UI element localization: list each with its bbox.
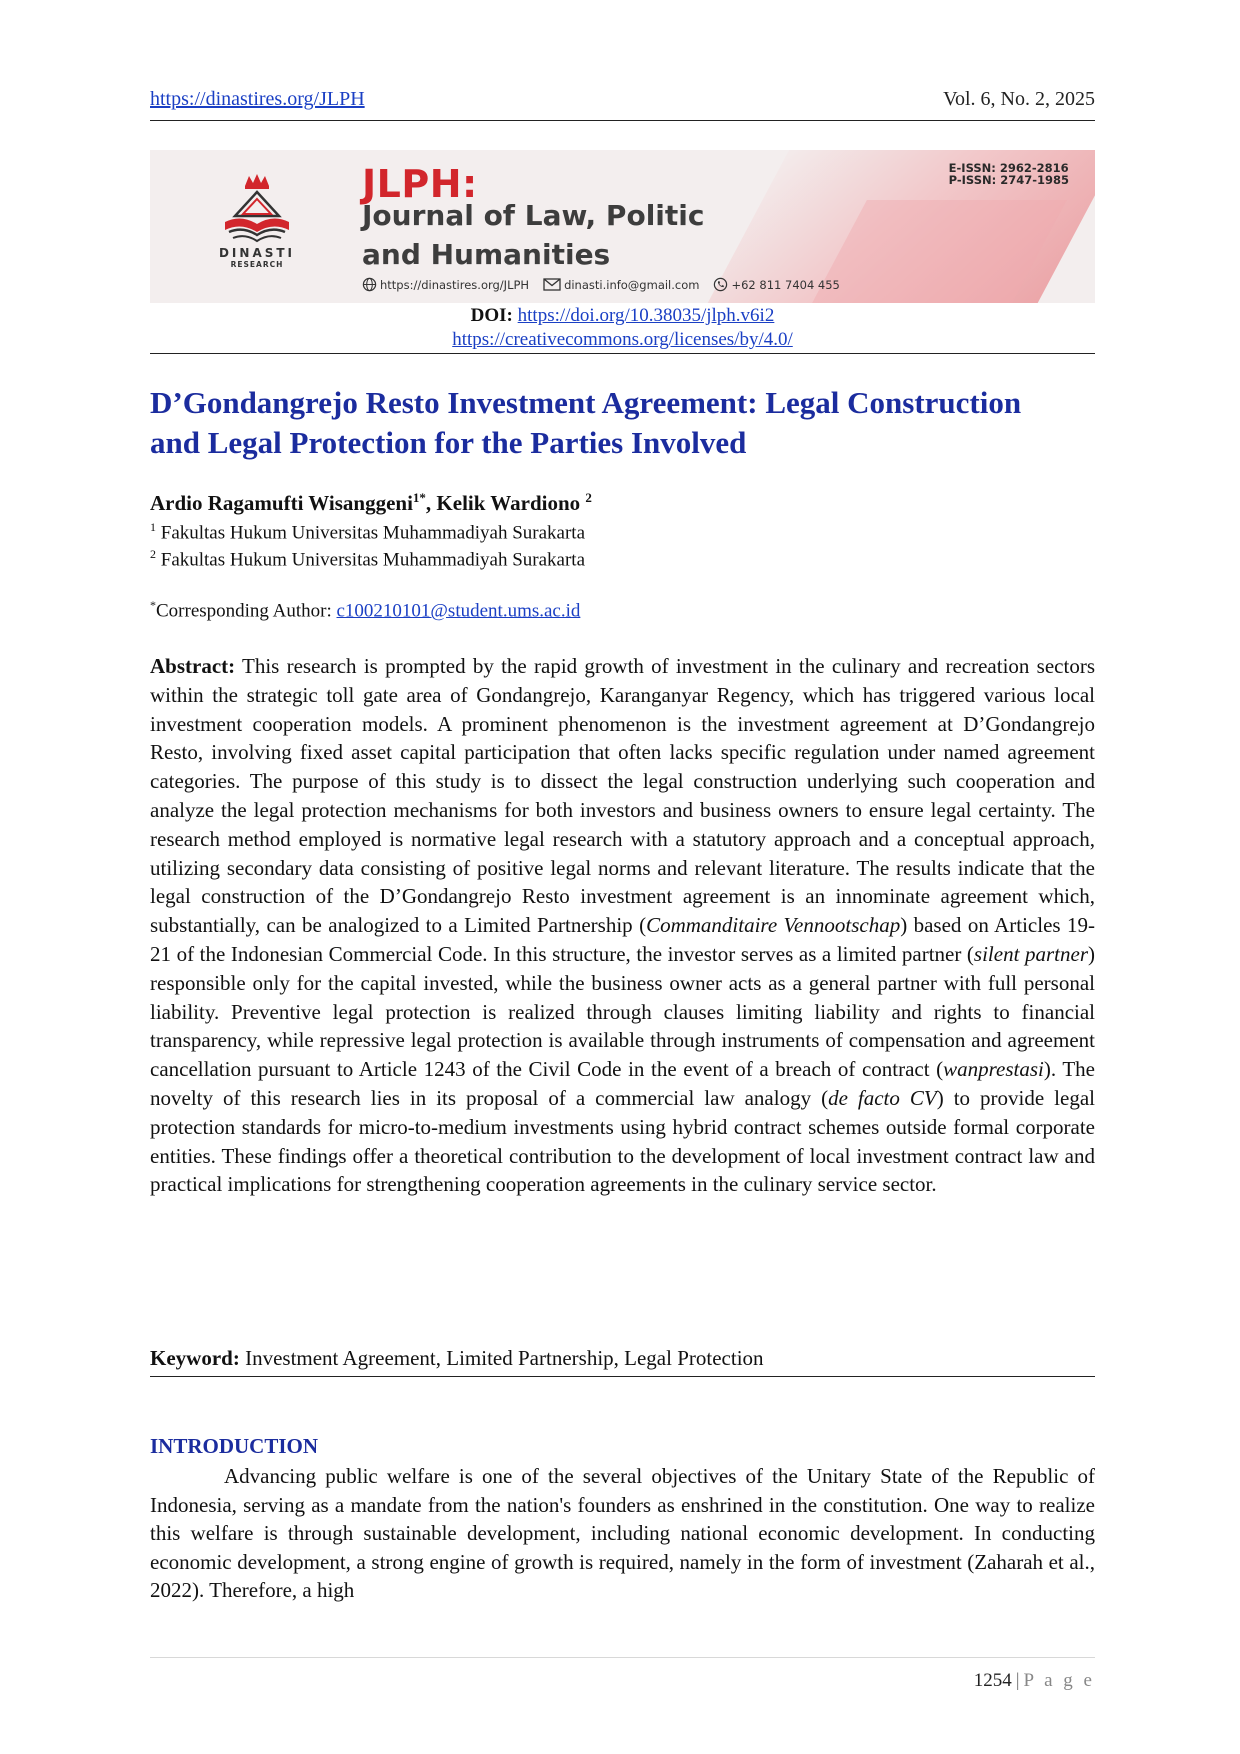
author-name: Ardio Ragamufti Wisanggeni (150, 491, 413, 515)
article-title (150, 383, 1095, 463)
dinasti-logo (202, 172, 312, 269)
phone-icon (713, 277, 728, 292)
mail-icon (543, 278, 561, 291)
abstract-text: ) based on Articles 19-21 of the Indonesian Commercial Code. In this structure, the investor serves as a limited partner ( (150, 913, 1095, 966)
page-number (974, 1670, 1095, 1692)
abstract-label: Abstract: (150, 654, 236, 678)
journal-name-line: Journal of Law, Politic (362, 199, 705, 232)
website-contact (362, 277, 529, 292)
phone-contact (713, 277, 839, 292)
email-contact (543, 278, 699, 292)
doi-link[interactable]: https://doi.org/10.38035/jlph.v6i2 (517, 305, 775, 326)
page-word: P a g e (1023, 1670, 1095, 1691)
affiliation (150, 547, 585, 571)
title-line: D’Gondangrejo Resto Investment Agreement: Legal Construction (150, 385, 1022, 420)
logo-brand: DINASTI (218, 246, 296, 260)
corresponding-marker: * (150, 598, 156, 612)
doi-block (150, 304, 1095, 352)
footer-divider (150, 1657, 1095, 1658)
website-text: https://dinastires.org/JLPH (380, 277, 530, 292)
doi-label: DOI: (470, 305, 513, 326)
author-email-link[interactable]: c100210101@student.ums.ac.id (336, 600, 581, 622)
affiliation-marker: 2 (150, 547, 156, 561)
license-link[interactable]: https://creativecommons.org/licenses/by/4.0/ (452, 329, 793, 350)
abstract-italic-term: Commanditaire Vennootschap (646, 913, 901, 938)
logo-subtitle: RESEARCH (230, 260, 284, 269)
author-marker: 2 (585, 490, 592, 505)
affiliation-text: Fakultas Hukum Universitas Muhammadiyah Surakarta (156, 522, 586, 544)
journal-name-line: and Humanities (362, 238, 611, 271)
abstract-text: ). The novelty of this research lies in its proposal of a commercial law analogy ( (150, 1057, 1095, 1110)
affiliation-marker: 1 (150, 520, 156, 534)
abstract (150, 652, 1095, 1199)
journal-url-link[interactable]: https://dinastires.org/JLPH (150, 88, 365, 110)
running-header (150, 88, 1095, 121)
abstract-italic-term: wanprestasi (943, 1057, 1044, 1082)
logo-emblem-icon (215, 172, 299, 244)
section-heading: INTRODUCTION (150, 1434, 319, 1458)
affiliation-text: Fakultas Hukum Universitas Muhammadiyah Surakarta (156, 549, 586, 571)
page-separator: | (1015, 1670, 1020, 1691)
journal-name (362, 196, 704, 274)
author-marker: 1* (412, 490, 426, 505)
corresponding-author (150, 598, 580, 622)
pissn: P-ISSN: 2747-1985 (948, 173, 1069, 187)
eissn: E-ISSN: 2962-2816 (948, 161, 1069, 175)
keyword-text: Investment Agreement, Limited Partnership, Legal Protection (239, 1346, 764, 1370)
abstract-text: This research is prompted by the rapid growth of investment in the culinary and recreation sectors within the strategic toll gate area of Gondangrejo, Karanganyar Regency, which has triggered various local investment cooperation models. A prominent phenomenon is the investment agreement at D’Gondangrejo Resto, involving fixed asset capital participation that often lacks specific regulation under named agreement categories. The purpose of this study is to dissect the legal construction underlying such cooperation and analyze the legal protection mechanisms for both investors and business owners to ensure legal certainty. The research method employed is normative legal research with a statutory approach and a conceptual approach, utilizing secondary data consisting of positive legal norms and relevant literature. The results indicate that the legal construction of the D’Gondangrejo Resto investment agreement is an innominate agreement which, substantially, can be analogized to a Limited Partnership ( (150, 654, 1095, 938)
affiliation (150, 520, 585, 544)
intro-paragraph: Advancing public welfare is one of the several objectives of the Unitary State of the Republic of Indonesia, serving as a mandate from the nation's founders as enshrined in the constitution. One way to realize this welfare is through sustainable development, including national economic development. In conducting economic development, a strong engine of growth is required, namely in the form of investment (Zaharah et al., 2022). Therefore, a high (150, 1464, 1095, 1603)
journal-abbreviation: JLPH: (362, 162, 478, 206)
author-name: Kelik Wardiono (436, 491, 586, 515)
banner-contacts (362, 277, 854, 292)
abstract-italic-term: silent partner (973, 941, 1088, 966)
corresponding-label: Corresponding Author: (156, 600, 337, 622)
abstract-text: ) responsible only for the capital invested, while the business owner acts as a general partner with full personal liability. Preventive legal protection is realized through clauses limiting liability and rights to financial transparency, while repressive legal protection is available through instruments of compensation and agreement cancellation pursuant to Article 1243 of the Civil Code in the event of a breach of contract ( (150, 941, 1095, 1082)
author-list (150, 490, 592, 516)
volume-info: Vol. 6, No. 2, 2025 (943, 88, 1095, 110)
divider (150, 353, 1095, 354)
author-separator: , (425, 491, 437, 515)
abstract-italic-term: de facto CV (828, 1085, 937, 1110)
journal-banner (150, 150, 1095, 303)
issn-block (949, 162, 1069, 186)
page-number-value: 1254 (973, 1670, 1012, 1691)
keywords (150, 1346, 1095, 1377)
keyword-label: Keyword: (150, 1346, 240, 1370)
phone-text: +62 811 7404 455 (731, 277, 840, 292)
email-text: dinasti.info@gmail.com (564, 277, 700, 292)
title-line: and Legal Protection for the Parties Involved (150, 425, 747, 460)
globe-icon (362, 277, 377, 292)
abstract-text: ) to provide legal protection standards for micro-to-medium investments using hybrid contract schemes outside formal corporate entities. These findings offer a theoretical contribution to the development of local investment contract law and practical implications for strengthening cooperation agreements in the culinary service sector. (150, 1085, 1095, 1197)
